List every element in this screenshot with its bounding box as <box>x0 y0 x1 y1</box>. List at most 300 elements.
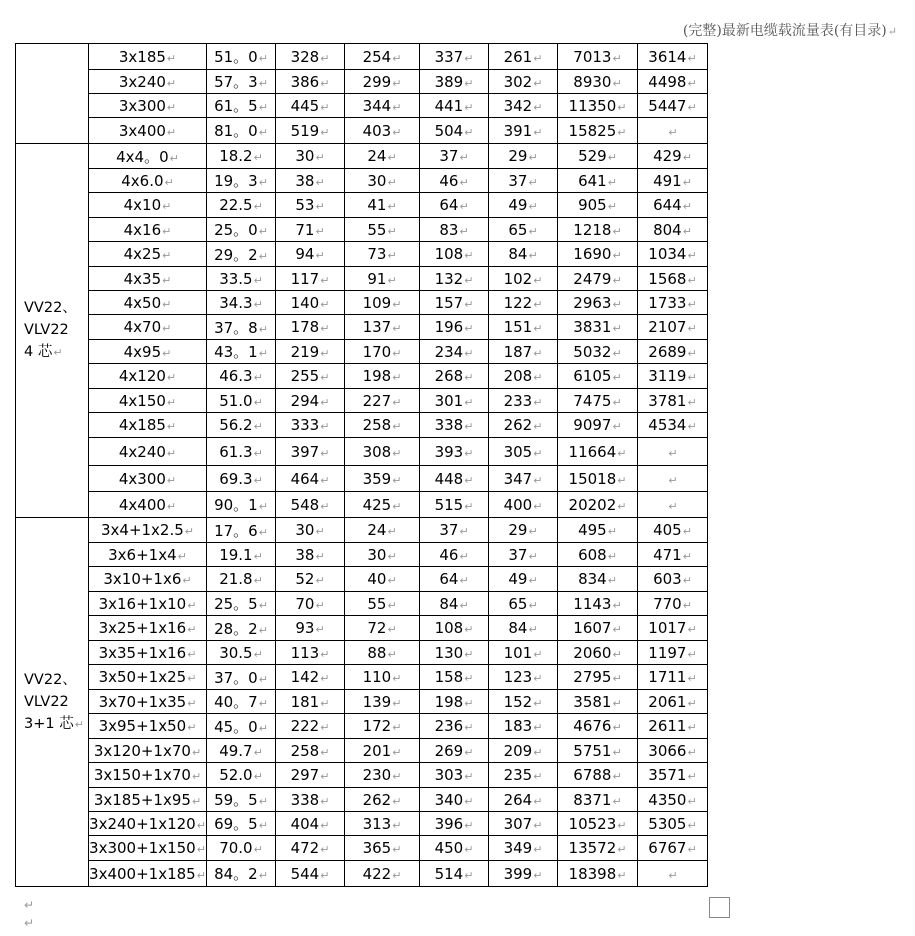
paragraph-mark: ↵ <box>687 346 697 360</box>
paragraph-mark: ↵ <box>687 322 697 335</box>
cell-value: 3x10+1x6 <box>103 570 182 588</box>
paragraph-mark: ↵ <box>191 745 202 759</box>
paragraph-mark: ↵ <box>315 151 325 164</box>
cell-value: 70.0 <box>219 839 253 857</box>
paragraph-mark: ↵ <box>392 721 402 734</box>
paragraph-mark: ↵ <box>533 868 543 882</box>
paragraph-mark: ↵ <box>687 51 697 65</box>
cell-value: 235 <box>503 766 533 784</box>
table-cell <box>207 739 276 763</box>
table-cell <box>207 144 276 169</box>
paragraph-mark: ↵ <box>187 623 197 636</box>
paragraph-mark: ↵ <box>528 151 538 164</box>
table-cell <box>638 340 708 364</box>
table-cell <box>489 118 558 144</box>
cell-value: 644 <box>653 196 682 214</box>
cell-value: 198 <box>434 692 464 711</box>
table-cell <box>638 70 708 94</box>
cell-value: 4534 <box>648 416 687 434</box>
paragraph-mark: ↵ <box>464 125 474 139</box>
cell-value: 5447 <box>648 96 687 115</box>
table-cell <box>345 70 420 94</box>
paragraph-mark: ↵ <box>533 446 543 460</box>
cell-value: 158 <box>434 668 464 686</box>
cell-value: 3x50+1x25 <box>98 668 187 686</box>
cell-value: 151 <box>503 318 533 336</box>
paragraph-mark: ↵ <box>464 499 474 513</box>
paragraph-mark: ↵ <box>320 499 330 513</box>
paragraph-mark: ↵ <box>187 647 197 661</box>
paragraph-mark: ↵ <box>459 151 469 164</box>
cell-value: 198 <box>362 367 392 385</box>
paragraph-mark: ↵ <box>459 549 469 563</box>
empty-paragraph-mark: ↵ <box>24 898 35 912</box>
paragraph-mark: ↵ <box>258 176 268 189</box>
cell-value: 40。7 <box>214 693 258 711</box>
table-row <box>16 518 708 543</box>
table-cell <box>345 364 420 389</box>
paragraph-mark: ↵ <box>464 623 474 636</box>
table-cell <box>276 543 345 567</box>
table-cell <box>489 218 558 242</box>
cell-value: 34.3 <box>219 293 253 312</box>
paragraph-mark: ↵ <box>320 770 330 783</box>
cell-value: 140 <box>290 293 320 312</box>
cell-value: 258 <box>362 416 392 434</box>
paragraph-mark: ↵ <box>533 721 543 734</box>
cell-value: 37 <box>439 147 459 165</box>
cell-value: 3x95+1x50 <box>98 717 187 735</box>
cell-value: 4676 <box>573 717 612 735</box>
paragraph-mark: ↵ <box>607 574 617 587</box>
table-cell <box>207 364 276 389</box>
cell-value: 303 <box>434 766 464 784</box>
paragraph-mark: ↵ <box>392 322 402 335</box>
table-cell <box>420 413 489 438</box>
paragraph-mark: ↵ <box>612 598 622 612</box>
table-cell <box>420 690 489 714</box>
table-cell <box>489 242 558 267</box>
cell-value: 403 <box>362 121 392 140</box>
paragraph-mark: ↵ <box>166 473 177 487</box>
cell-value: 93 <box>295 619 315 637</box>
cell-value: 1197 <box>648 643 687 662</box>
paragraph-mark: ↵ <box>607 151 617 164</box>
cell-value: 328 <box>290 47 320 66</box>
paragraph-mark: ↵ <box>387 574 397 587</box>
paragraph-mark: ↵ <box>687 818 697 832</box>
table-cell <box>276 567 345 592</box>
paragraph-mark: ↵ <box>315 525 325 538</box>
cell-value: 4x6.0 <box>121 171 164 190</box>
table-cell <box>207 193 276 218</box>
table-cell <box>89 364 207 389</box>
paragraph-mark: ↵ <box>533 499 543 513</box>
cell-value: 404 <box>290 814 320 833</box>
paragraph-mark: ↵ <box>191 794 202 808</box>
paragraph-mark: ↵ <box>196 843 206 856</box>
cell-value: 905 <box>578 196 607 214</box>
cell-value: 422 <box>362 864 392 883</box>
paragraph-mark: ↵ <box>392 745 402 759</box>
cell-value: 347 <box>503 469 533 488</box>
table-row <box>16 836 708 861</box>
paragraph-mark: ↵ <box>320 371 330 384</box>
cell-value: 308 <box>362 442 392 461</box>
cell-value: 91 <box>367 269 387 288</box>
cell-value: 262 <box>362 790 392 809</box>
paragraph-mark: ↵ <box>392 395 402 409</box>
paragraph-mark: ↵ <box>320 273 330 287</box>
table-cell <box>638 291 708 315</box>
cell-value: 88 <box>367 643 387 662</box>
paragraph-mark: ↵ <box>392 76 402 90</box>
paragraph-mark: ↵ <box>687 721 697 734</box>
table-cell <box>489 518 558 543</box>
cell-value: 37。0 <box>214 668 258 687</box>
table-cell <box>558 242 638 267</box>
cell-value: 603 <box>653 570 682 588</box>
cell-value: 3x6+1x4 <box>108 545 177 564</box>
paragraph-mark: ↵ <box>533 100 543 114</box>
cell-value: 3x70+1x35 <box>98 692 187 711</box>
paragraph-mark: ↵ <box>320 818 330 832</box>
cell-value: 445 <box>290 96 320 115</box>
table-cell <box>345 641 420 665</box>
cell-value: 804 <box>653 220 682 239</box>
cell-value: 4x95 <box>123 342 162 361</box>
table-cell <box>345 861 420 887</box>
paragraph-mark: ↵ <box>687 696 697 710</box>
cell-value: 139 <box>362 692 392 711</box>
cell-value: 59。5 <box>214 791 258 809</box>
table-cell <box>276 315 345 340</box>
paragraph-mark: ↵ <box>612 647 622 661</box>
table-cell <box>420 788 489 812</box>
table-cell <box>345 763 420 788</box>
table-cell <box>89 739 207 763</box>
cell-value: 53 <box>295 196 315 214</box>
cable-type-cell <box>16 518 89 887</box>
table-cell <box>489 70 558 94</box>
paragraph-mark: ↵ <box>315 574 325 587</box>
table-cell <box>207 413 276 438</box>
table-cell <box>89 788 207 812</box>
cell-value: 4x300 <box>118 469 166 488</box>
cell-value: 519 <box>290 121 320 140</box>
table-cell <box>638 812 708 836</box>
cell-value: 30.5 <box>219 643 253 662</box>
table-cell <box>558 267 638 291</box>
paragraph-mark: ↵ <box>162 224 172 238</box>
paragraph-mark: ↵ <box>464 818 474 832</box>
cell-value: 56.2 <box>219 416 253 434</box>
cell-value: 386 <box>290 72 320 91</box>
cell-value: 64 <box>439 196 459 214</box>
cell-value: 109 <box>362 293 392 312</box>
paragraph-mark: ↵ <box>682 151 692 164</box>
table-row <box>16 714 708 739</box>
paragraph-mark: ↵ <box>315 549 325 563</box>
paragraph-mark: ↵ <box>166 51 177 65</box>
paragraph-mark: ↵ <box>464 843 474 856</box>
table-cell <box>558 44 638 70</box>
cell-value: 122 <box>503 293 533 312</box>
table-cell <box>89 466 207 492</box>
cell-value: 3x240+1x120 <box>89 814 196 833</box>
paragraph-mark: ↵ <box>687 647 697 661</box>
cell-value: 3x25+1x16 <box>98 619 187 637</box>
table-cell <box>89 714 207 739</box>
table-cell <box>345 242 420 267</box>
cell-value: 269 <box>434 741 464 760</box>
table-cell <box>638 567 708 592</box>
paragraph-mark: ↵ <box>607 549 617 563</box>
table-row <box>16 389 708 413</box>
cell-value: 130 <box>434 643 464 662</box>
paragraph-mark: ↵ <box>682 549 692 563</box>
paragraph-mark: ↵ <box>166 125 177 139</box>
paragraph-mark: ↵ <box>169 151 179 165</box>
paragraph-mark: ↵ <box>315 598 325 612</box>
table-cell <box>276 291 345 315</box>
paragraph-mark: ↵ <box>617 100 627 114</box>
table-cell <box>89 641 207 665</box>
table-cell <box>489 592 558 616</box>
paragraph-mark: ↵ <box>387 200 397 213</box>
cell-value: 3614 <box>648 47 687 66</box>
table-cell <box>345 193 420 218</box>
cell-value: 72 <box>367 619 387 637</box>
paragraph-mark: ↵ <box>166 76 177 90</box>
table-cell <box>558 291 638 315</box>
table-cell <box>276 169 345 193</box>
paragraph-mark: ↵ <box>392 297 402 311</box>
table-cell <box>420 118 489 144</box>
paragraph-mark: ↵ <box>668 868 678 882</box>
table-cell <box>207 218 276 242</box>
table-cell <box>420 267 489 291</box>
paragraph-mark: ↵ <box>612 322 622 335</box>
table-cell <box>207 518 276 543</box>
table-cell <box>276 193 345 218</box>
cell-value: 38 <box>295 545 315 564</box>
cell-value: 3x185+1x95 <box>93 790 191 809</box>
table-cell <box>207 389 276 413</box>
table-cell <box>420 291 489 315</box>
paragraph-mark: ↵ <box>464 721 474 734</box>
table-row <box>16 169 708 193</box>
table-cell <box>558 665 638 690</box>
paragraph-mark: ↵ <box>320 346 330 360</box>
paragraph-mark: ↵ <box>612 395 622 409</box>
table-cell <box>207 665 276 690</box>
cell-value: 4498 <box>648 72 687 91</box>
paragraph-mark: ↵ <box>459 598 469 612</box>
table-resize-handle[interactable] <box>709 897 730 918</box>
paragraph-mark: ↵ <box>464 794 474 808</box>
table-row <box>16 144 708 169</box>
cell-value: 22.5 <box>219 196 253 214</box>
table-cell <box>207 492 276 518</box>
table-cell <box>207 94 276 118</box>
paragraph-mark: ↵ <box>387 549 397 563</box>
paragraph-mark: ↵ <box>184 525 195 538</box>
table-cell <box>420 714 489 739</box>
cell-value: 365 <box>362 839 392 857</box>
paragraph-mark: ↵ <box>166 371 177 384</box>
paragraph-mark: ↵ <box>392 346 402 360</box>
table-cell <box>420 763 489 788</box>
table-cell <box>558 641 638 665</box>
cell-value: 20202 <box>568 495 617 514</box>
paragraph-mark: ↵ <box>253 647 263 661</box>
cell-value: 3781 <box>648 391 687 410</box>
table-cell <box>207 567 276 592</box>
table-cell <box>558 690 638 714</box>
table-cell <box>207 438 276 466</box>
table-body <box>16 44 708 887</box>
table-cell <box>489 438 558 466</box>
table-cell <box>558 144 638 169</box>
cell-value: 4x4。0 <box>116 147 169 166</box>
cell-value: 25。0 <box>214 221 258 239</box>
table-cell <box>276 812 345 836</box>
paragraph-mark: ↵ <box>320 696 330 710</box>
cell-value: 389 <box>434 72 464 91</box>
cell-value: 397 <box>290 442 320 461</box>
table-cell <box>489 543 558 567</box>
table-cell <box>489 665 558 690</box>
cell-value: 294 <box>290 391 320 410</box>
table-cell <box>207 812 276 836</box>
paragraph-mark: ↵ <box>320 868 330 882</box>
cell-value: 4x16 <box>123 220 162 239</box>
table-cell <box>89 492 207 518</box>
cell-value: 1568 <box>648 269 687 288</box>
table-cell <box>420 567 489 592</box>
paragraph-mark: ↵ <box>464 672 474 685</box>
table-cell <box>89 193 207 218</box>
table-cell <box>420 315 489 340</box>
cell-value: 342 <box>503 96 533 115</box>
cell-value: 170 <box>362 342 392 361</box>
table-cell <box>276 94 345 118</box>
paragraph-mark: ↵ <box>533 125 543 139</box>
cell-value: 40 <box>367 570 387 588</box>
paragraph-mark: ↵ <box>464 420 474 433</box>
paragraph-mark: ↵ <box>687 623 697 636</box>
paragraph-mark: ↵ <box>320 647 330 661</box>
paragraph-mark: ↵ <box>464 446 474 460</box>
cell-value: 400 <box>503 495 533 514</box>
table-cell <box>420 616 489 641</box>
table-cell <box>489 739 558 763</box>
paragraph-mark: ↵ <box>258 672 268 686</box>
table-cell <box>420 340 489 364</box>
table-cell <box>207 641 276 665</box>
cell-value: 7475 <box>573 391 612 410</box>
table-cell <box>276 267 345 291</box>
table-cell <box>489 861 558 887</box>
table-cell <box>89 812 207 836</box>
table-cell <box>276 665 345 690</box>
table-cell <box>276 492 345 518</box>
cell-value: 84。2 <box>214 865 258 883</box>
cell-value: 429 <box>653 147 682 165</box>
paragraph-mark: ↵ <box>258 819 268 832</box>
cell-value: 152 <box>503 692 533 711</box>
cell-value: 183 <box>503 717 533 735</box>
paragraph-mark: ↵ <box>668 446 678 460</box>
table-cell <box>276 518 345 543</box>
table-cell <box>489 616 558 641</box>
paragraph-mark: ↵ <box>617 868 627 882</box>
paragraph-mark: ↵ <box>162 322 172 335</box>
cell-value: 305 <box>503 442 533 461</box>
cell-value: 471 <box>653 545 682 564</box>
cell-value: 30 <box>367 171 387 190</box>
paragraph-mark: ↵ <box>253 574 263 587</box>
cell-value: 55 <box>367 594 387 613</box>
cell-value: 10523 <box>568 814 617 833</box>
cell-value: 4x50 <box>123 293 162 312</box>
table-cell <box>638 592 708 616</box>
table-row <box>16 118 708 144</box>
table-cell <box>207 70 276 94</box>
paragraph-mark: ↵ <box>617 843 627 856</box>
paragraph-mark: ↵ <box>533 51 543 65</box>
paragraph-mark: ↵ <box>528 249 538 262</box>
table-cell <box>207 836 276 861</box>
table-cell <box>489 44 558 70</box>
paragraph-mark: ↵ <box>162 249 172 262</box>
cell-value: 49 <box>508 570 528 588</box>
paragraph-mark: ↵ <box>687 770 697 783</box>
table-cell <box>558 389 638 413</box>
paragraph-mark: ↵ <box>187 598 197 612</box>
paragraph-mark: ↵ <box>392 100 402 114</box>
cable-type-label: 4 芯↵ <box>24 344 63 360</box>
cell-value: 302 <box>503 72 533 91</box>
table-cell <box>420 94 489 118</box>
table-cell <box>420 218 489 242</box>
cable-type-label: VV22、 <box>24 300 77 316</box>
paragraph-mark: ↵ <box>196 868 206 882</box>
paragraph-mark: ↵ <box>533 346 543 360</box>
paragraph-mark: ↵ <box>258 697 268 710</box>
paragraph-mark: ↵ <box>74 717 84 731</box>
cell-value: 49 <box>508 196 528 214</box>
table-cell <box>558 340 638 364</box>
cell-value: 3x400+1x185 <box>89 864 196 883</box>
paragraph-mark: ↵ <box>464 51 474 65</box>
paragraph-mark: ↵ <box>459 574 469 587</box>
paragraph-mark: ↵ <box>687 371 697 384</box>
paragraph-mark: ↵ <box>464 346 474 360</box>
cell-value: 299 <box>362 72 392 91</box>
cell-value: 3x240 <box>118 72 166 91</box>
cell-value: 236 <box>434 717 464 735</box>
table-cell <box>420 169 489 193</box>
table-cell <box>558 616 638 641</box>
paragraph-mark: ↵ <box>617 446 627 460</box>
cell-value: 344 <box>362 96 392 115</box>
paragraph-mark: ↵ <box>612 346 622 360</box>
cell-value: 297 <box>290 766 320 784</box>
cell-value: 301 <box>434 391 464 410</box>
cell-value: 1034 <box>648 245 687 263</box>
